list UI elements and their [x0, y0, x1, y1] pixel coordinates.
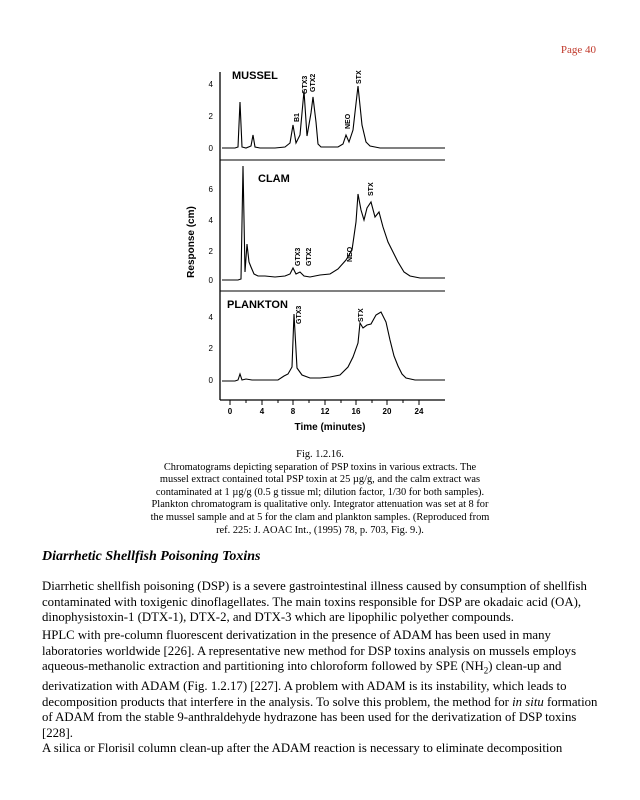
page-number: Page 40 — [560, 44, 596, 56]
y-tick-label: 4 — [208, 80, 213, 89]
y-axis-label: Response (cm) — [186, 206, 197, 278]
panel-title-plankton: PLANKTON — [227, 299, 288, 311]
trace-mussel — [222, 86, 445, 148]
y-tick-label: 2 — [208, 344, 213, 353]
y-tick-label: 4 — [208, 313, 213, 322]
peak-label: NEO — [345, 113, 352, 129]
peak-label: STX — [368, 182, 375, 196]
x-tick-label: 24 — [414, 407, 424, 416]
paragraph-2-part-b: ) clean-up and derivatization with ADAM (Fig. 1.2.17) [227]. A problem with ADAM is its instability, which leads to decomposition products that interfere in the analysis. To solve this problem, the method for — [42, 659, 567, 709]
peak-label: GTX2 — [310, 73, 317, 92]
paragraph-3: A silica or Florisil column clean-up after the ADAM reaction is necessary to eliminate decomposition — [42, 741, 563, 755]
paragraph-2-part-c: formation of ADAM from the stable 9-anthraldehyde hydrazone has been used for the derivatization of DSP toxins [228]. — [42, 694, 598, 740]
panel-title-mussel: MUSSEL — [232, 70, 278, 82]
paragraph-2-italic: in situ — [512, 694, 544, 709]
peak-label: STX — [356, 70, 363, 84]
peak-label: GTX3 — [302, 75, 309, 94]
x-axis-label: Time (minutes) — [294, 422, 366, 433]
trace-plankton — [222, 312, 445, 381]
figure-caption — [150, 449, 490, 537]
y-tick-label: 0 — [208, 376, 213, 385]
x-tick-label: 16 — [351, 407, 361, 416]
x-tick-label: 12 — [320, 407, 330, 416]
y-tick-label: 4 — [208, 216, 213, 225]
paragraph-1: Diarrhetic shellfish poisoning (DSP) is a severe gastrointestinal illness caused by consumption of shellfish contaminated with toxigenic dinoflagellates. The main toxins responsible for DSP are okadaic acid (OA), dinophysistoxin-1 (DTX-1), DTX-2, and DTX-3 which are lipophilic polyether compounds. — [42, 579, 587, 624]
x-tick-label: 4 — [259, 407, 265, 416]
peak-label: STX — [358, 308, 365, 322]
x-tick-label: 20 — [382, 407, 392, 416]
x-tick-label: 8 — [290, 407, 296, 416]
y-tick-label: 6 — [208, 185, 213, 194]
peak-label: GTX3 — [295, 247, 302, 266]
panel-title-clam: CLAM — [258, 173, 290, 185]
x-tick-label: 0 — [227, 407, 233, 416]
figure-label: Fig. 1.2.16. — [296, 449, 344, 460]
chromatogram-figure — [180, 62, 450, 447]
trace-clam — [222, 166, 445, 280]
paragraph-2-part-a: HPLC with pre-column fluorescent derivatization in the presence of ADAM has been used in many laboratories worldwide [226]. A representative new method for DSP toxins analysis on mussels employs aqueous-methanolic extraction and partitioning into chloroform followed by SPE (NH — [42, 628, 577, 673]
section-heading: Diarrhetic Shellfish Poisoning Toxins — [42, 549, 261, 564]
y-tick-label: 0 — [208, 144, 213, 153]
peak-label: NEO — [347, 246, 354, 262]
peak-label: GTX3 — [296, 305, 303, 324]
peak-label: GTX2 — [306, 247, 313, 266]
y-tick-label: 2 — [208, 112, 213, 121]
peak-label: B1 — [294, 113, 301, 122]
paragraph-2 — [42, 628, 598, 741]
y-tick-label: 0 — [208, 276, 213, 285]
y-tick-label: 2 — [208, 247, 213, 256]
caption-text: Chromatograms depicting separation of PSP toxins in various extracts. The mussel extract contained total PSP toxin at 25 µg/g, and the calm extract was contaminated at 1 µg/g (0.5 g tissue ml; dilution factor, 1/30 for both samples). Plankton chromatogram is qualitative only. Integrator attenuation was set at 8 for the mussel sample and at 5 for the clam and plankton samples. (Reproduced from ref. 225: J. AOAC Int., (1995) 78, p. 703, Fig. 9.). — [150, 461, 490, 536]
subscript-nh2: 2 — [483, 665, 489, 676]
